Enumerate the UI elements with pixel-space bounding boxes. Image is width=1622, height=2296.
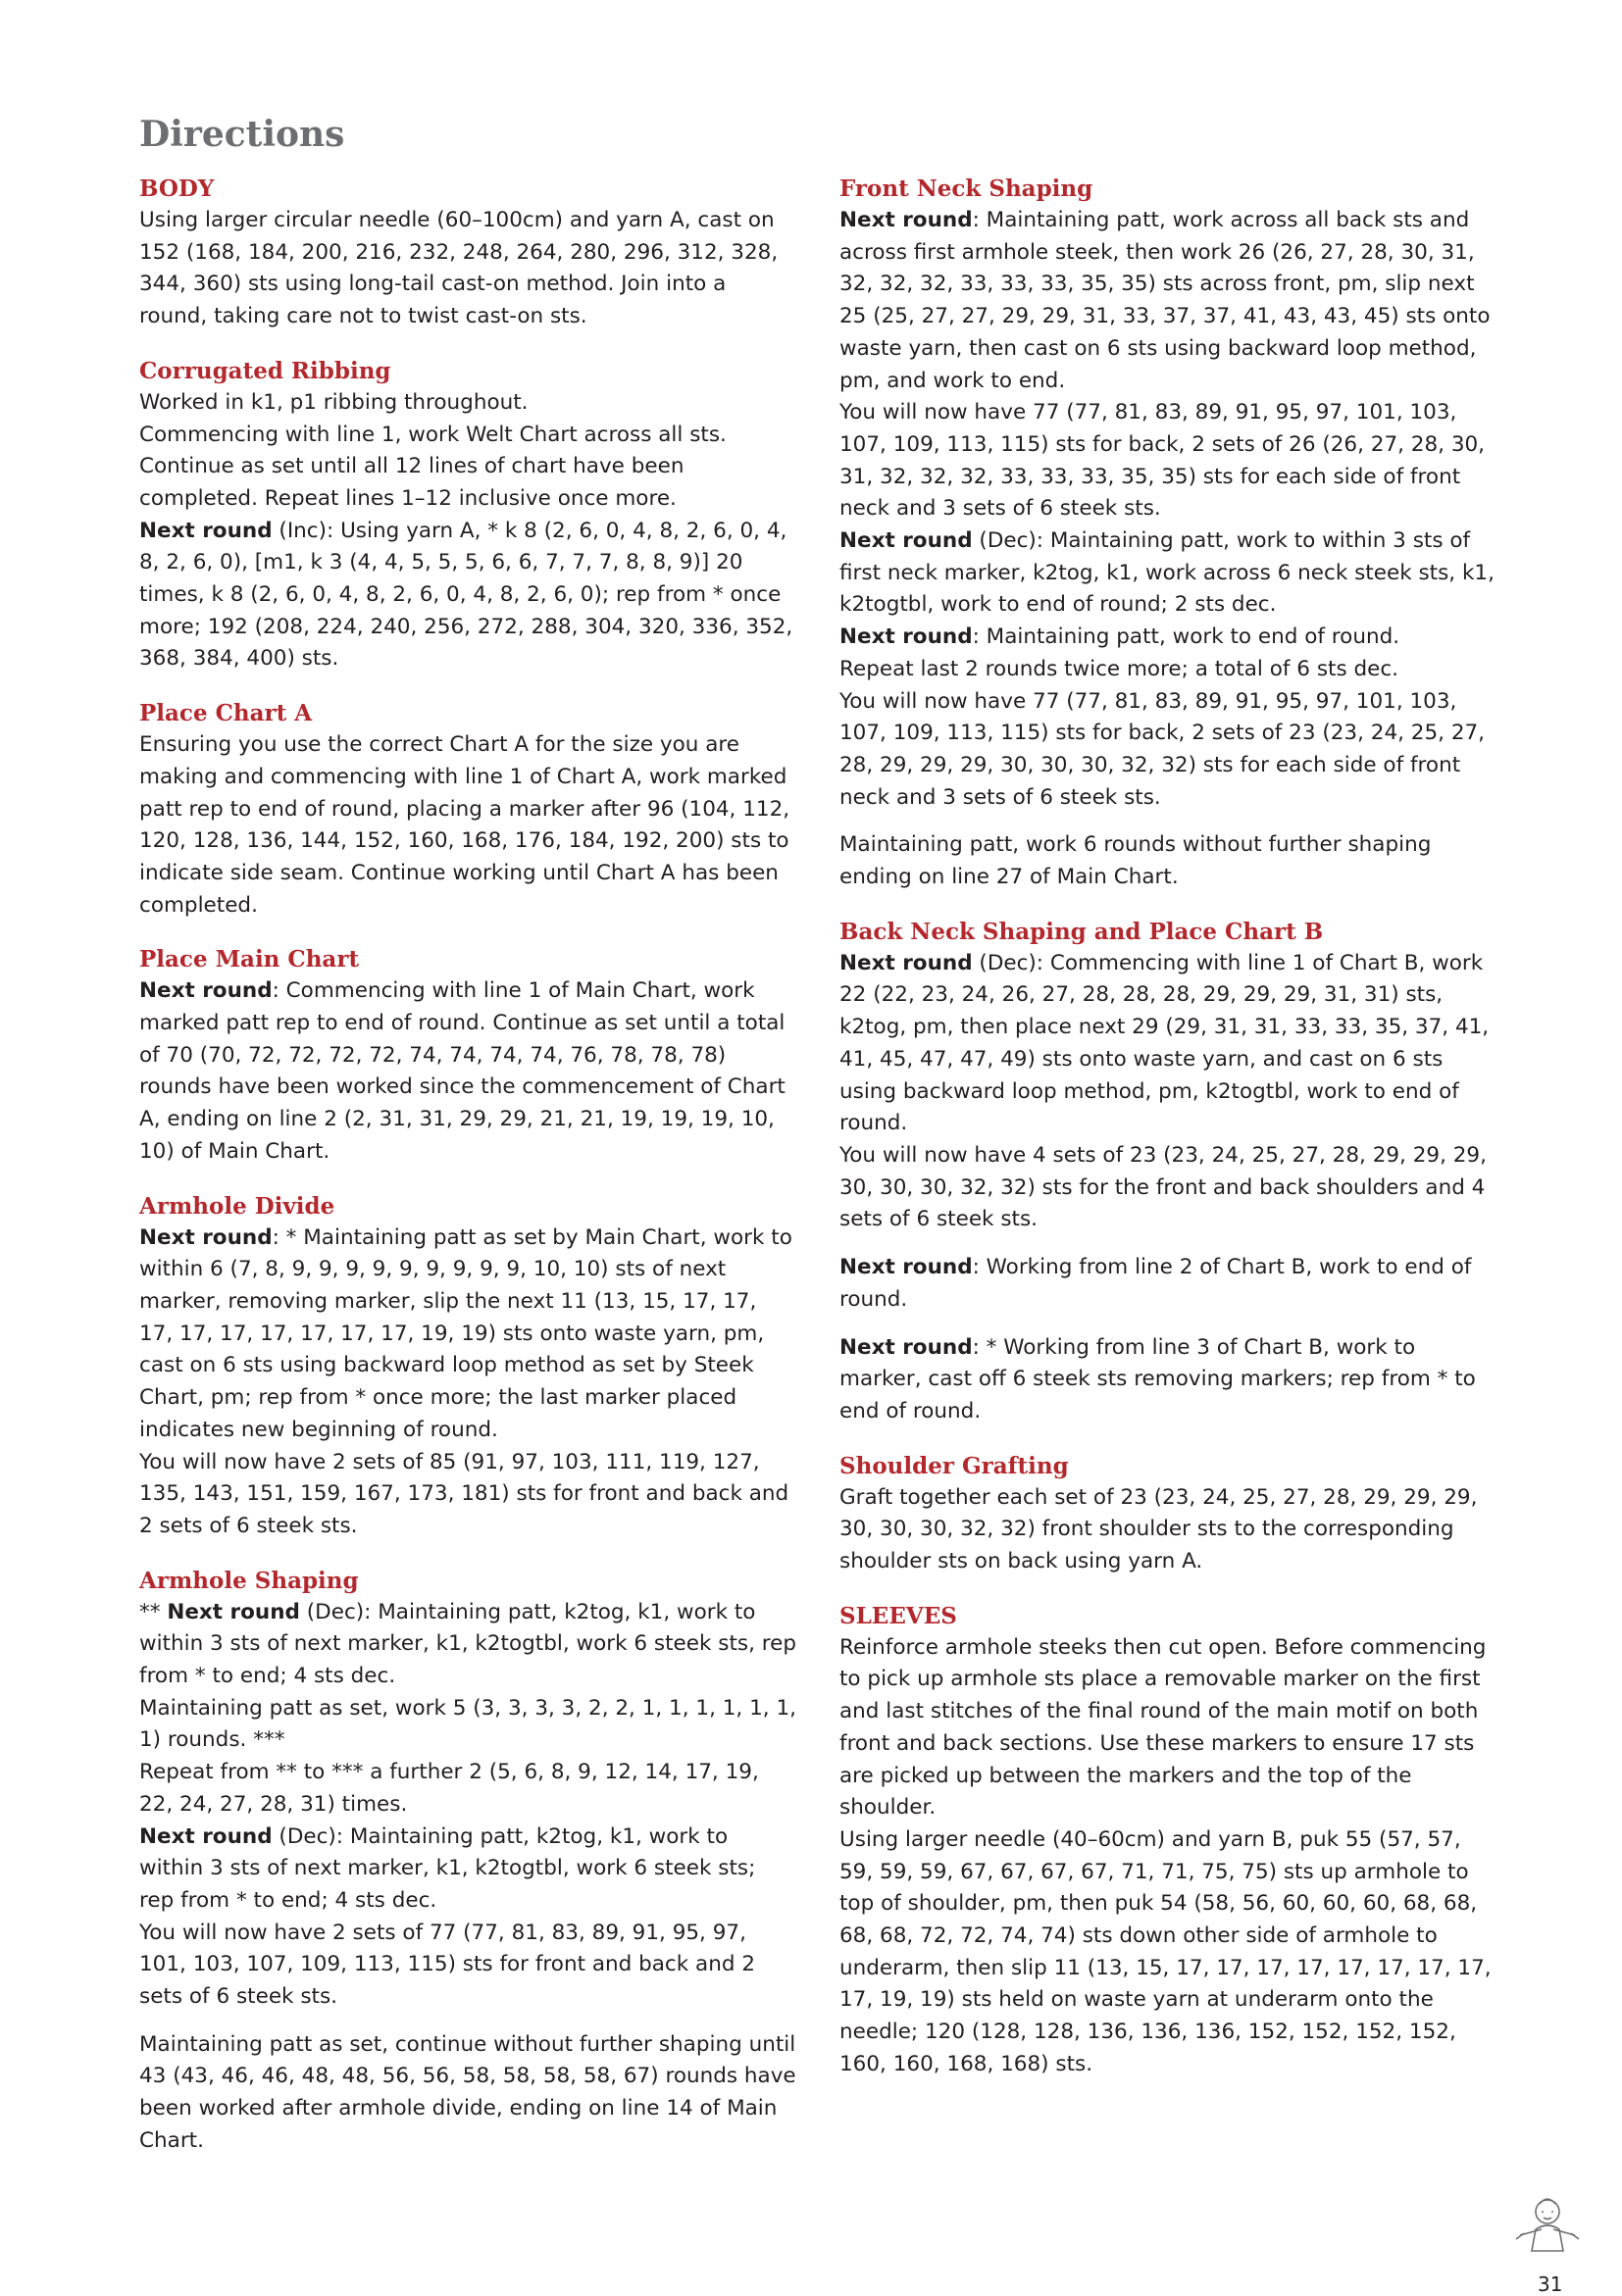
section-heading: Place Chart A bbox=[139, 700, 313, 727]
round-label: Next round bbox=[167, 1599, 300, 1624]
paragraph-text: : Maintaining patt, work to end of round. bbox=[972, 624, 1400, 650]
section bbox=[139, 355, 796, 675]
paragraph bbox=[139, 1757, 796, 1821]
paragraph bbox=[139, 1822, 796, 1918]
paragraph bbox=[139, 975, 796, 1168]
paragraph-text: You will now have 4 sets of 23 (23, 24, 25, 27, 28, 29, 29, 29, 30, 30, 30, 32, 32) sts for the front and back shoulders and 4 sets of 6 steek sts. bbox=[839, 1142, 1487, 1232]
round-label: Next round bbox=[139, 978, 273, 1004]
paragraph bbox=[839, 1824, 1496, 2081]
paragraph bbox=[139, 387, 796, 420]
section bbox=[139, 1190, 796, 1543]
paragraph-text: Using larger circular needle (60–100cm) and yarn A, cast on 152 (168, 184, 200, 216, 232, 248, 264, 280, 296, 312, 328, 344, 360) sts using long-tail cast-on method. Join into a round, taking care not to twist cast-on sts. bbox=[139, 208, 779, 329]
paragraph-text: (Dec): Maintaining patt, k2tog, k1, work to within 3 sts of next marker, k1, k2togtbl, work 6 steek sts, rep from * to end; 4 sts dec. bbox=[139, 1599, 796, 1689]
knitter-mascot-icon bbox=[1506, 2190, 1589, 2267]
paragraph bbox=[839, 829, 1496, 893]
right-column bbox=[839, 173, 1496, 2103]
paragraph bbox=[139, 729, 796, 922]
paragraph bbox=[139, 1918, 796, 2014]
section bbox=[839, 173, 1496, 894]
section-heading: Shoulder Grafting bbox=[839, 1452, 1069, 1479]
paragraph bbox=[839, 1140, 1496, 1236]
paragraph-text: Maintaining patt as set, continue without further shaping until 43 (43, 46, 46, 48, 48, 56, 56, 58, 58, 58, 58, 67) rounds have been worked after armhole divide, ending on line 14 of Main Chart. bbox=[139, 2031, 796, 2153]
paragraph bbox=[839, 397, 1496, 525]
section-heading: SLEEVES bbox=[839, 1602, 957, 1629]
paragraph-text: : * Maintaining patt as set by Main Chart, work to within 6 (7, 8, 9, 9, 9, 9, 9, 9, 9, 9, 9, 10, 10) sts of next marker, removing marker, slip the next 11 (13, 15, 17, 17, 17, 17, 17, 17, 17, 17, 17, 19, 19) sts onto waste yarn, pm, cast on 6 sts using backward loop method as set by Steek Chart, pm; rep from * once more; the last marker placed indicates new beginning of round. bbox=[139, 1224, 792, 1442]
section-heading: Back Neck Shaping and Place Chart B bbox=[839, 918, 1324, 945]
paragraph bbox=[139, 1597, 796, 1693]
paragraph-text: You will now have 2 sets of 77 (77, 81, 83, 89, 91, 95, 97, 101, 103, 107, 109, 113, 115) sts for front and back and 2 sets of 6 steek sts. bbox=[139, 1920, 756, 2010]
round-label: Next round bbox=[839, 1255, 973, 1280]
paragraph bbox=[139, 516, 796, 676]
section-heading: Corrugated Ribbing bbox=[139, 357, 391, 384]
section bbox=[839, 1600, 1496, 2081]
paragraph bbox=[839, 948, 1496, 1140]
round-label: Next round bbox=[839, 528, 973, 554]
paragraph bbox=[139, 1693, 796, 1757]
paragraph-text: You will now have 2 sets of 85 (91, 97, 103, 111, 119, 127, 135, 143, 151, 159, 167, 173, 181) sts for front and back and 2 sets of 6 steek sts. bbox=[139, 1449, 789, 1538]
paragraph-prefix: ** bbox=[139, 1599, 168, 1624]
paragraph bbox=[139, 1223, 796, 1447]
paragraph-text: : Maintaining patt, work across all back sts and across first armhole steek, then work 26 (26, 27, 28, 30, 31, 32, 32, 32, 33, 33, 33, 35, 35) sts across front, pm, slip next 25 (25, 27, 27, 29, 29, 31, 33, 37, 37, 41, 43, 43, 45) sts onto waste yarn, then cast on 6 sts using backward loop method, pm, and work to end. bbox=[839, 208, 1491, 393]
paragraph-text: Repeat from ** to *** a further 2 (5, 6, 8, 9, 12, 14, 17, 19, 22, 24, 27, 28, 31) times. bbox=[139, 1760, 759, 1817]
page-title: Directions bbox=[139, 114, 345, 155]
round-label: Next round bbox=[139, 518, 273, 543]
paragraph bbox=[839, 654, 1496, 686]
round-label: Next round bbox=[839, 208, 973, 232]
section bbox=[839, 1450, 1496, 1578]
section bbox=[139, 1565, 796, 2158]
paragraph-text: (Dec): Maintaining patt, k2tog, k1, work to within 3 sts of next marker, k1, k2togtbl, work 6 steek sts; rep from * to end; 4 sts dec. bbox=[139, 1823, 756, 1913]
paragraph bbox=[839, 1252, 1496, 1316]
paragraph bbox=[139, 205, 796, 333]
paragraph-text: Maintaining patt as set, work 5 (3, 3, 3, 3, 2, 2, 1, 1, 1, 1, 1, 1, 1) rounds. *** bbox=[139, 1695, 796, 1753]
section-heading: Armhole Divide bbox=[139, 1192, 335, 1220]
paragraph-text: : * Working from line 3 of Chart B, work to marker, cast off 6 steek sts removing markers; rep from * to end of round. bbox=[839, 1334, 1476, 1423]
round-label: Next round bbox=[839, 1334, 973, 1360]
paragraph-text: Using larger needle (40–60cm) and yarn B, puk 55 (57, 57, 59, 59, 59, 67, 67, 67, 67, 71, 71, 75, 75) sts up armhole to top of shoulder, pm, then puk 54 (58, 56, 60, 60, 60, 68, 68, 68, 68, 72, 72, 74, 74) sts down other side of armhole to underarm, then slip 11 (13, 15, 17, 17, 17, 17, 17, 17, 17, 17, 17, 19, 19) sts held on waste yarn at underarm onto the needle; 120 (128, 128, 136, 136, 136, 152, 152, 152, 152, 160, 160, 168, 168) sts. bbox=[839, 1826, 1492, 2076]
paragraph-text: (Inc): Using yarn A, * k 8 (2, 6, 0, 4, 8, 2, 6, 0, 4, 8, 2, 6, 0), [m1, k 3 (4, 4, 5, 5, 5, 6, 6, 7, 7, 7, 8, 8, 9)] 20 times, k 8 (2, 6, 0, 4, 8, 2, 6, 0, 4, 8, 2, 6, 0); rep from * once more; 192 (208, 224, 240, 256, 272, 288, 304, 320, 336, 352, 368, 384, 400) sts. bbox=[139, 518, 793, 672]
page-number: 31 bbox=[1538, 2272, 1563, 2296]
paragraph-text: (Dec): Maintaining patt, work to within 3 sts of first neck marker, k2tog, k1, work across 6 neck steek sts, k1, k2togtbl, work to end of round; 2 sts dec. bbox=[839, 528, 1495, 618]
round-label: Next round bbox=[839, 624, 973, 650]
paragraph-text: Graft together each set of 23 (23, 24, 25, 27, 28, 29, 29, 29, 30, 30, 30, 32, 32) front shoulder sts to the corresponding shoulder sts on back using yarn A. bbox=[839, 1484, 1478, 1574]
left-column bbox=[139, 173, 796, 2179]
paragraph bbox=[839, 205, 1496, 397]
paragraph bbox=[839, 622, 1496, 654]
paragraph-text: (Dec): Commencing with line 1 of Chart B, work 22 (22, 23, 24, 26, 27, 28, 28, 28, 29, 29, 29, 31, 31) sts, k2tog, pm, then place next 29 (29, 31, 31, 33, 33, 35, 37, 41, 41, 45, 47, 47, 49) sts onto waste yarn, and cast on 6 sts using backward loop method, pm, k2togtbl, work to end of round. bbox=[839, 950, 1490, 1136]
section-heading: Place Main Chart bbox=[139, 946, 360, 973]
paragraph-text: You will now have 77 (77, 81, 83, 89, 91, 95, 97, 101, 103, 107, 109, 113, 115) sts for back, 2 sets of 26 (26, 27, 28, 30, 31, 32, 32, 32, 33, 33, 33, 35, 35) sts for each side of front neck and 3 sets of 6 steek sts. bbox=[839, 400, 1486, 522]
paragraph bbox=[839, 1482, 1496, 1578]
section-heading: Armhole Shaping bbox=[139, 1567, 359, 1594]
paragraph-text: You will now have 77 (77, 81, 83, 89, 91, 95, 97, 101, 103, 107, 109, 113, 115) sts for back, 2 sets of 23 (23, 24, 25, 27, 28, 29, 29, 29, 30, 30, 30, 32, 32) sts for each side of front neck and 3 sets of 6 steek sts. bbox=[839, 688, 1486, 810]
paragraph bbox=[839, 525, 1496, 622]
paragraph-text: Repeat last 2 rounds twice more; a total of 6 sts dec. bbox=[839, 656, 1399, 681]
paragraph bbox=[139, 1447, 796, 1543]
section bbox=[139, 697, 796, 922]
paragraph-text: Commencing with line 1, work Welt Chart across all sts. Continue as set until all 12 lines of chart have been completed. Repeat lines 1–12 inclusive once more. bbox=[139, 422, 727, 511]
paragraph-text: : Commencing with line 1 of Main Chart, work marked patt rep to end of round. Continue as set until a total of 70 (70, 72, 72, 72, 72, 74, 74, 74, 74, 76, 78, 78, 78) rounds have been worked since the commencement of Chart A, ending on line 2 (2, 31, 31, 29, 29, 21, 21, 19, 19, 19, 10, 10) of Main Chart. bbox=[139, 978, 786, 1164]
paragraph-text: Maintaining patt, work 6 rounds without further shaping ending on line 27 of Main Chart. bbox=[839, 832, 1432, 890]
section bbox=[139, 173, 796, 333]
paragraph bbox=[139, 420, 796, 516]
paragraph bbox=[839, 1332, 1496, 1428]
paragraph bbox=[139, 2029, 796, 2158]
paragraph-text: Worked in k1, p1 ribbing throughout. bbox=[139, 389, 529, 415]
section bbox=[139, 943, 796, 1168]
paragraph bbox=[839, 686, 1496, 815]
paragraph-text: Ensuring you use the correct Chart A for the size you are making and commencing with line 1 of Chart A, work marked patt rep to end of round, placing a marker after 96 (104, 112, 120, 128, 136, 144, 152, 160, 168, 176, 184, 192, 200) sts to indicate side seam. Continue working until Chart A has been completed. bbox=[139, 732, 790, 918]
round-label: Next round bbox=[839, 950, 973, 975]
paragraph bbox=[839, 1632, 1496, 1824]
paragraph-text: : Working from line 2 of Chart B, work to end of round. bbox=[839, 1255, 1472, 1312]
round-label: Next round bbox=[139, 1224, 273, 1250]
round-label: Next round bbox=[139, 1823, 273, 1849]
section-heading: BODY bbox=[139, 175, 215, 202]
section bbox=[839, 916, 1496, 1428]
section-heading: Front Neck Shaping bbox=[839, 175, 1093, 202]
paragraph-text: Reinforce armhole steeks then cut open. Before commencing to pick up armhole sts place a removable marker on the first and last stitches of the final round of the main motif on both front and back sections. Use these markers to ensure 17 sts are picked up between the markers and the top of the shoulder. bbox=[839, 1634, 1487, 1821]
